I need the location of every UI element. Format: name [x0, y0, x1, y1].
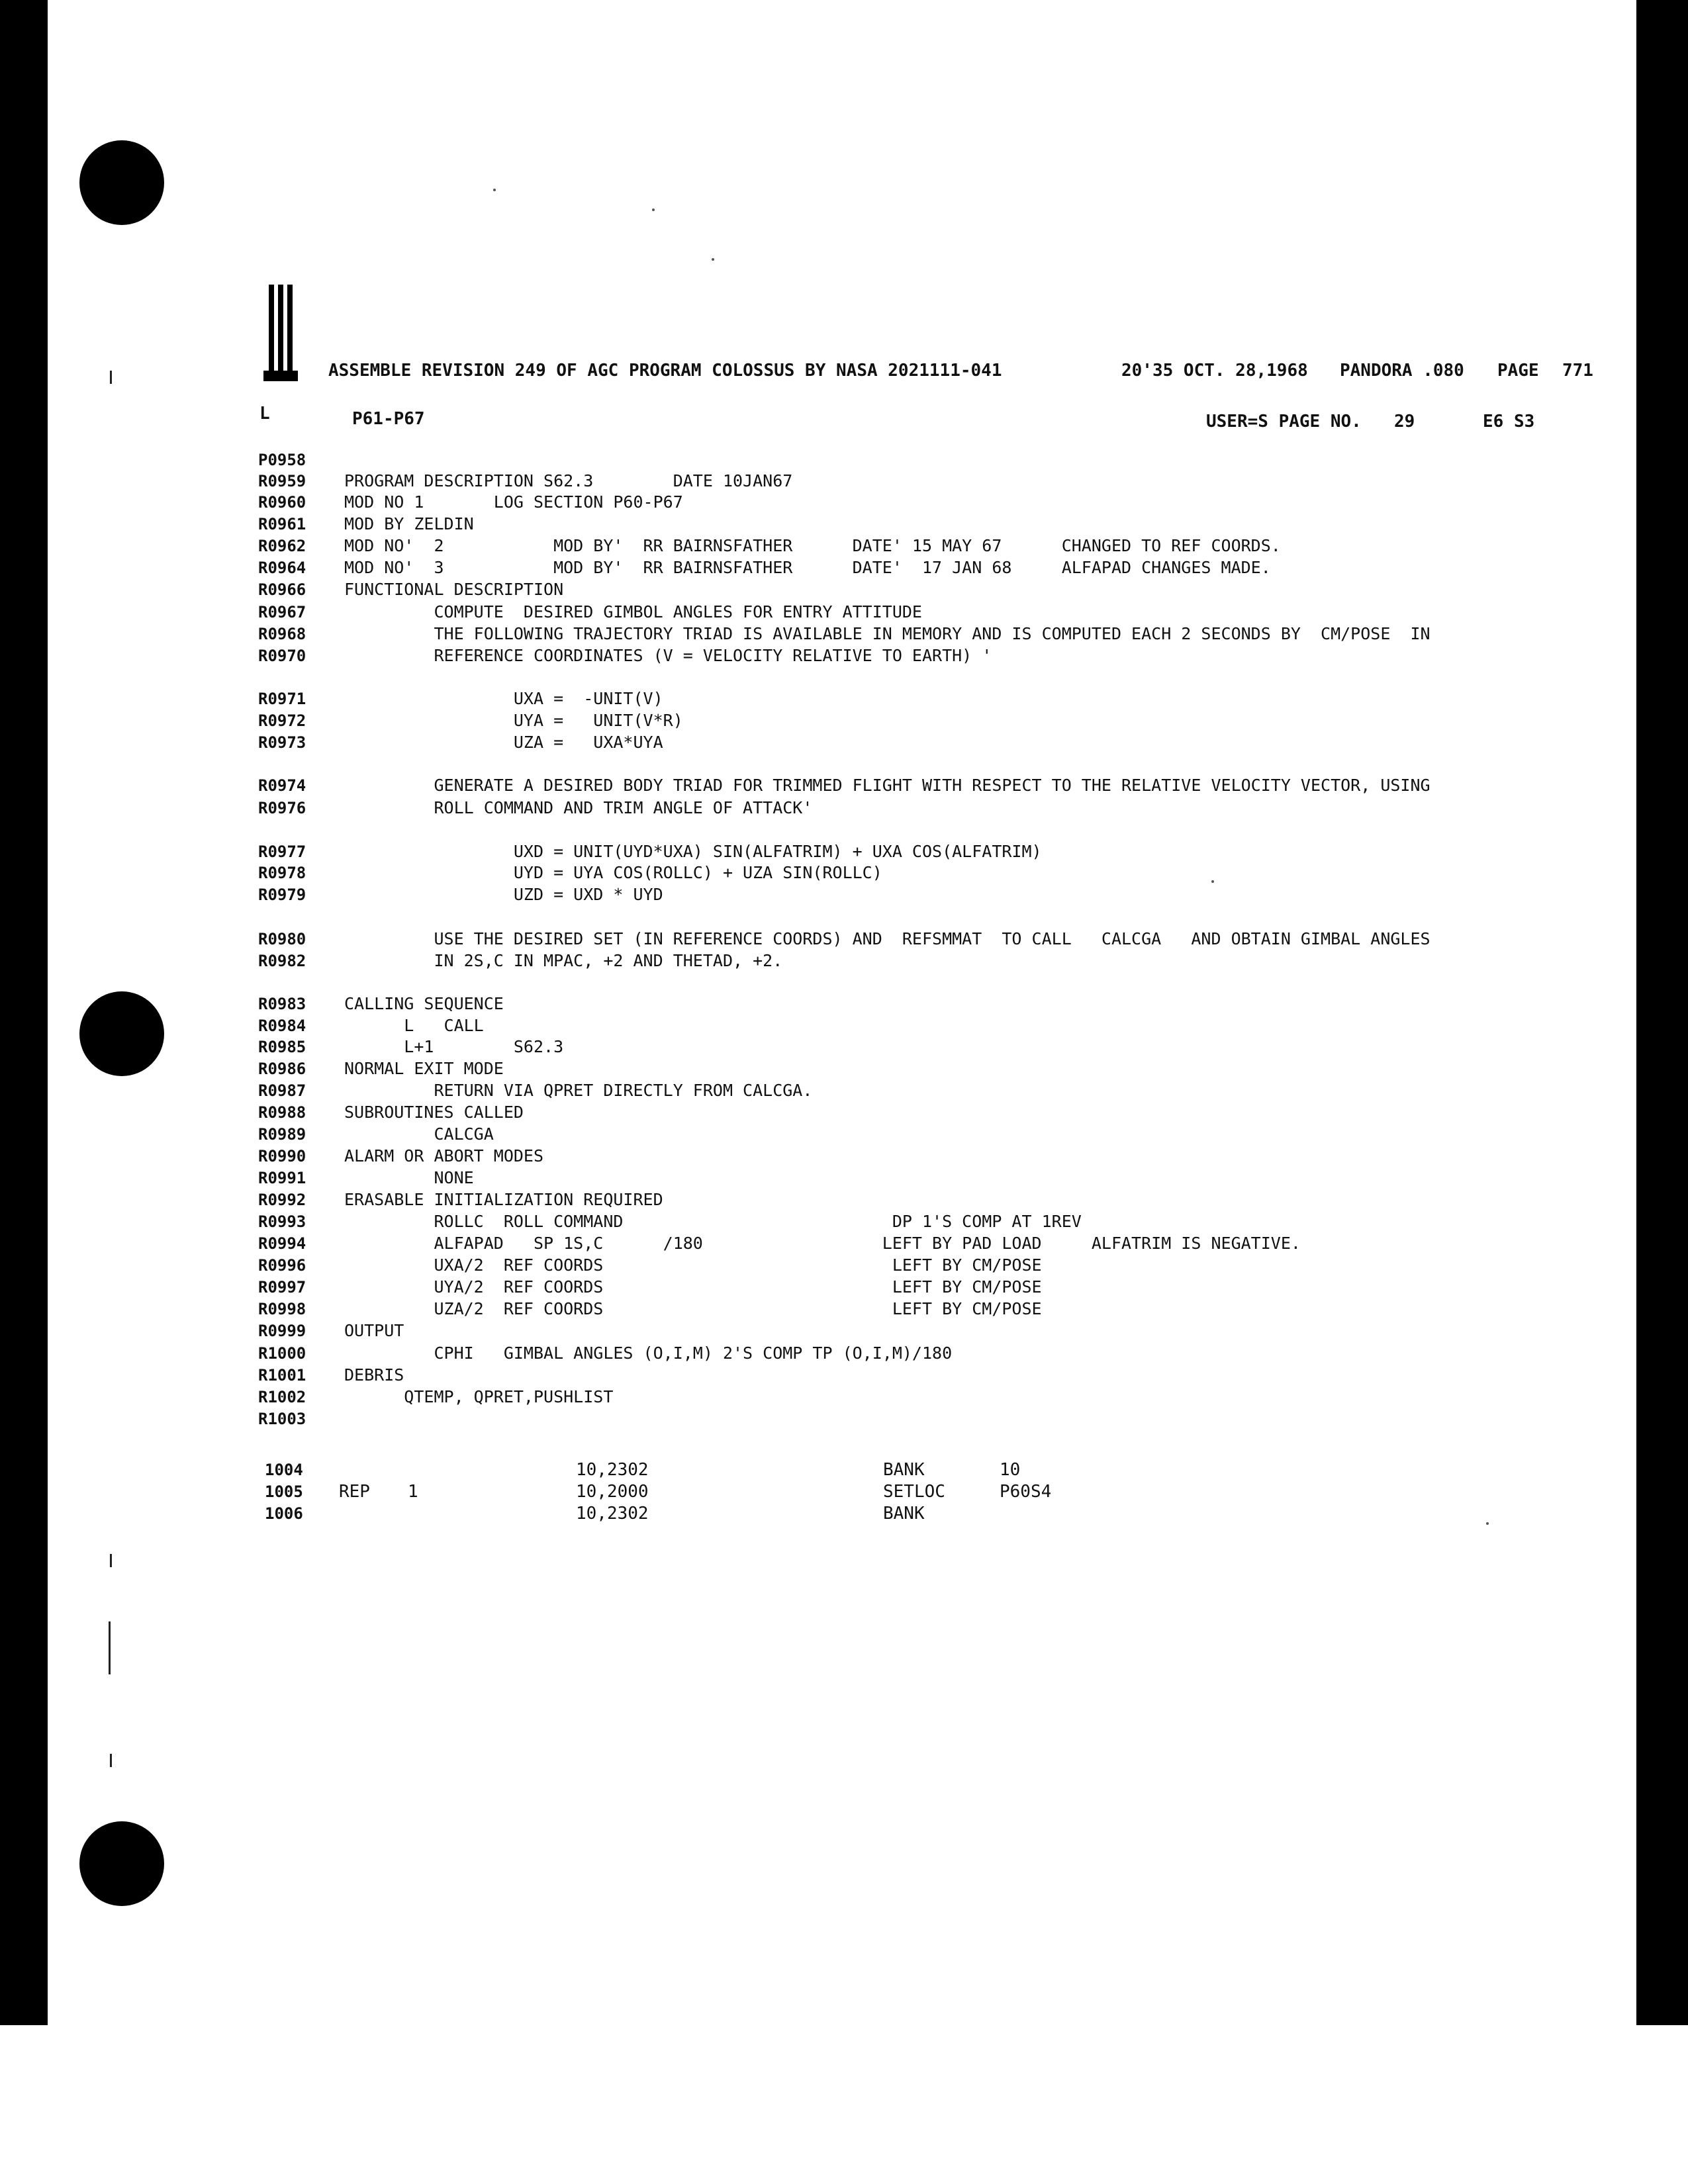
line-number: R0960 — [258, 493, 306, 512]
line-text: UYA/2 REF COORDS LEFT BY CM/POSE — [344, 1277, 1042, 1297]
margin-mark — [110, 371, 112, 384]
line-number: R0999 — [258, 1322, 306, 1340]
line-number: R0987 — [258, 1081, 306, 1100]
line-text: ROLLC ROLL COMMAND DP 1'S COMP AT 1REV — [344, 1212, 1082, 1231]
assembly-header: ASSEMBLE REVISION 249 OF AGC PROGRAM COLOSSUS BY NASA 2021111-041 — [328, 361, 1002, 381]
line-number: R0971 — [258, 690, 306, 708]
code-opcode: BANK — [883, 1504, 925, 1524]
line-number: R0996 — [258, 1256, 306, 1275]
line-number: R0983 — [258, 995, 306, 1013]
line-text: UYA = UNIT(V*R) — [344, 711, 683, 730]
code-operand: P60S4 — [1000, 1482, 1052, 1502]
line-number: R0992 — [258, 1191, 306, 1209]
line-number: R0998 — [258, 1300, 306, 1318]
code-address: 10,2302 — [576, 1504, 649, 1524]
line-text: CALCGA — [344, 1124, 494, 1144]
line-text: MOD NO' 2 MOD BY' RR BAIRNSFATHER DATE' 15 MAY 67 CHANGED TO REF COORDS. — [344, 536, 1281, 555]
line-number: R0973 — [258, 733, 306, 752]
line-text: GENERATE A DESIRED BODY TRIAD FOR TRIMMED FLIGHT WITH RESPECT TO THE RELATIVE VELOCITY VECTOR, USING — [344, 776, 1430, 795]
line-number: R0989 — [258, 1125, 306, 1144]
line-text: MOD BY ZELDIN — [344, 514, 474, 533]
line-text: CPHI GIMBAL ANGLES (O,I,M) 2'S COMP TP (O,I,M)/180 — [344, 1343, 953, 1363]
line-text: COMPUTE DESIRED GIMBOL ANGLES FOR ENTRY ATTITUDE — [344, 602, 922, 621]
line-text: UZD = UXD * UYD — [344, 885, 663, 904]
code-label: REP — [339, 1482, 370, 1502]
line-number: R0978 — [258, 864, 306, 882]
line-number: R0986 — [258, 1060, 306, 1078]
line-text: NONE — [344, 1168, 474, 1187]
line-text: THE FOLLOWING TRAJECTORY TRIAD IS AVAILABLE IN MEMORY AND IS COMPUTED EACH 2 SECONDS BY CM/POSE IN — [344, 624, 1430, 643]
line-number: R0970 — [258, 647, 306, 665]
line-text: OUTPUT — [344, 1321, 404, 1340]
right-scan-edge — [1636, 0, 1688, 2025]
line-number: R1002 — [258, 1388, 306, 1406]
line-number: R0976 — [258, 799, 306, 817]
left-scan-edge — [0, 0, 48, 2025]
code-address: 10,2000 — [576, 1482, 649, 1502]
line-text: UXA/2 REF COORDS LEFT BY CM/POSE — [344, 1255, 1042, 1275]
line-number: P0958 — [258, 451, 306, 469]
line-number: R0979 — [258, 886, 306, 904]
line-text: L+1 S62.3 — [344, 1037, 564, 1056]
line-text: UXD = UNIT(UYD*UXA) SIN(ALFATRIM) + UXA COS(ALFATRIM) — [344, 842, 1042, 861]
line-text: UZA/2 REF COORDS LEFT BY CM/POSE — [344, 1299, 1042, 1318]
line-number: R0959 — [258, 472, 306, 490]
code-address: 10,2302 — [576, 1460, 649, 1480]
line-number: R0982 — [258, 952, 306, 970]
user-page-label: USER=S PAGE NO. — [1206, 412, 1362, 432]
scan-speck — [1486, 1522, 1489, 1525]
line-number: R0994 — [258, 1234, 306, 1253]
code-line-number: 1004 — [265, 1461, 303, 1479]
system-name: PANDORA .080 — [1340, 361, 1464, 381]
line-number: R0991 — [258, 1169, 306, 1187]
program-range: P61-P67 — [352, 409, 425, 429]
code-operand: 10 — [1000, 1460, 1021, 1480]
margin-mark — [109, 1621, 111, 1674]
line-text: MOD NO 1 LOG SECTION P60-P67 — [344, 492, 683, 512]
line-text: DEBRIS — [344, 1365, 404, 1385]
line-number: R1000 — [258, 1344, 306, 1363]
line-number: R0968 — [258, 625, 306, 643]
punch-hole-bottom — [79, 1821, 164, 1906]
line-number: R0997 — [258, 1278, 306, 1297]
line-text: USE THE DESIRED SET (IN REFERENCE COORDS) AND REFSMMAT TO CALL CALCGA AND OBTAIN GIMBAL ANGLES — [344, 929, 1430, 948]
line-text: UYD = UYA COS(ROLLC) + UZA SIN(ROLLC) — [344, 863, 882, 882]
line-text: ALFAPAD SP 1S,C /180 LEFT BY PAD LOAD ALFATRIM IS NEGATIVE. — [344, 1234, 1301, 1253]
line-number: R0980 — [258, 930, 306, 948]
punch-hole-middle — [79, 991, 164, 1076]
line-text: UZA = UXA*UYA — [344, 733, 663, 752]
scan-speck — [493, 189, 496, 191]
line-text: UXA = -UNIT(V) — [344, 689, 663, 708]
line-number: R1001 — [258, 1366, 306, 1385]
line-text: ROLL COMMAND AND TRIM ANGLE OF ATTACK' — [344, 798, 813, 817]
line-text: NORMAL EXIT MODE — [344, 1059, 504, 1078]
line-number: R0984 — [258, 1017, 306, 1035]
page-number: 771 — [1562, 361, 1593, 381]
scan-speck — [712, 258, 714, 261]
record-code: E6 S3 — [1483, 412, 1535, 432]
line-number: R0977 — [258, 842, 306, 861]
code-line-number: 1006 — [265, 1504, 303, 1523]
line-number: R0990 — [258, 1147, 306, 1165]
separator-flag-mark — [263, 285, 303, 384]
line-text: MOD NO' 3 MOD BY' RR BAIRNSFATHER DATE' 17 JAN 68 ALFAPAD CHANGES MADE. — [344, 558, 1271, 577]
line-number: R0967 — [258, 603, 306, 621]
column-label: L — [259, 404, 270, 424]
scan-speck — [1211, 880, 1214, 883]
line-text: REFERENCE COORDINATES (V = VELOCITY RELATIVE TO EARTH) ' — [344, 646, 992, 665]
line-text: PROGRAM DESCRIPTION S62.3 DATE 10JAN67 — [344, 471, 793, 490]
margin-mark — [110, 1754, 112, 1767]
user-page-number: 29 — [1394, 412, 1415, 432]
code-count: 1 — [408, 1482, 418, 1502]
line-number: R0993 — [258, 1212, 306, 1231]
timestamp: 20'35 OCT. 28,1968 — [1121, 361, 1308, 381]
scan-speck — [652, 208, 655, 211]
code-line-number: 1005 — [265, 1482, 303, 1501]
line-number: R0985 — [258, 1038, 306, 1056]
page-label: PAGE — [1497, 361, 1539, 381]
line-text: CALLING SEQUENCE — [344, 994, 504, 1013]
line-text: ALARM OR ABORT MODES — [344, 1146, 544, 1165]
line-text: RETURN VIA QPRET DIRECTLY FROM CALCGA. — [344, 1081, 813, 1100]
line-number: R1003 — [258, 1410, 306, 1428]
margin-mark — [110, 1554, 112, 1567]
line-number: R0961 — [258, 515, 306, 533]
code-opcode: BANK — [883, 1460, 925, 1480]
line-number: R0974 — [258, 776, 306, 795]
code-opcode: SETLOC — [883, 1482, 945, 1502]
punch-hole-top — [79, 140, 164, 225]
line-number: R0962 — [258, 537, 306, 555]
line-text: SUBROUTINES CALLED — [344, 1103, 524, 1122]
line-number: R0988 — [258, 1103, 306, 1122]
line-number: R0966 — [258, 580, 306, 599]
line-text: IN 2S,C IN MPAC, +2 AND THETAD, +2. — [344, 951, 783, 970]
line-text: L CALL — [344, 1016, 484, 1035]
line-text: QTEMP, QPRET,PUSHLIST — [344, 1387, 614, 1406]
line-number: R0964 — [258, 559, 306, 577]
line-text: ERASABLE INITIALIZATION REQUIRED — [344, 1190, 663, 1209]
line-number: R0972 — [258, 711, 306, 730]
line-text: FUNCTIONAL DESCRIPTION — [344, 580, 564, 599]
